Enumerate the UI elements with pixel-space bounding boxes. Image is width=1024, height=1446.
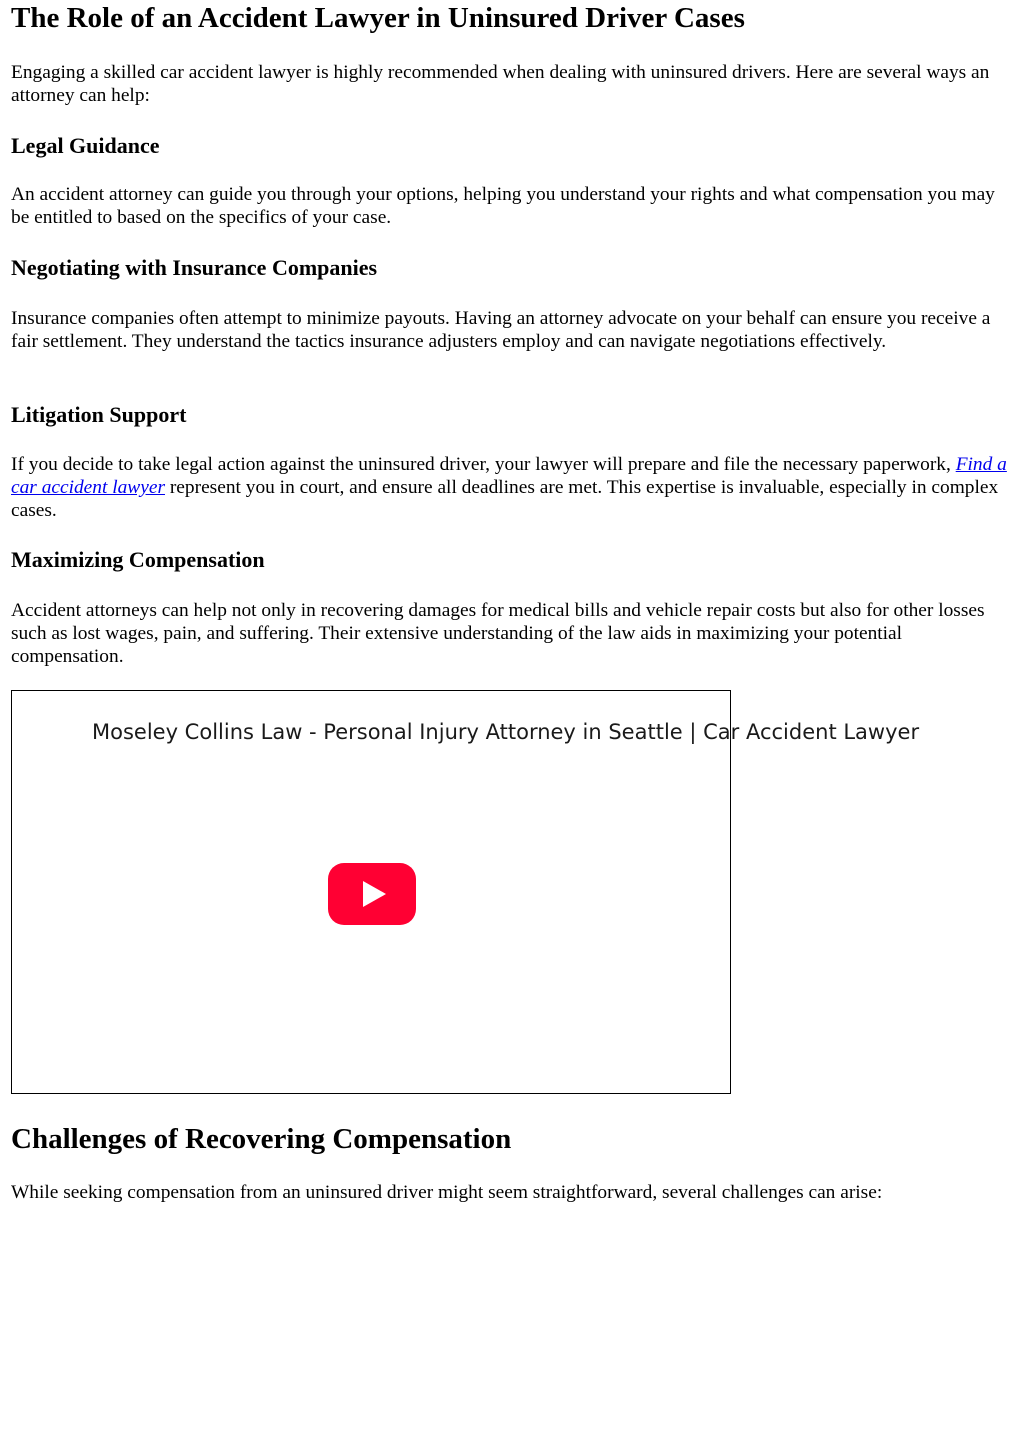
section-heading-litigation-support: Litigation Support xyxy=(11,402,187,427)
section-heading-legal-guidance: Legal Guidance xyxy=(11,133,160,158)
litigation-text-after-link: represent you in court, and ensure all deadlines are met. This expertise is invaluable, especially in complex cases. xyxy=(11,477,999,521)
embedded-video-player[interactable] xyxy=(11,690,920,1094)
challenges-heading: Challenges of Recovering Compensation xyxy=(11,1123,512,1155)
play-triangle-icon xyxy=(363,881,386,907)
section-body-maximizing-compensation: Accident attorneys can help not only in recovering damages for medical bills and vehicle repair costs but also for other losses such as lost wages, pain, and suffering. Their extensive understanding of the law aids in maximizing your potential compensation. xyxy=(11,600,985,667)
section-body-legal-guidance: An accident attorney can guide you through your options, helping you understand your rights and what compensation you may be entitled to based on the specifics of your case. xyxy=(11,184,995,228)
section-body-litigation-support xyxy=(11,453,1017,522)
find-car-accident-lawyer-link[interactable]: Find a car accident lawyer xyxy=(11,454,1007,498)
challenges-intro: While seeking compensation from an uninsured driver might seem straightforward, several challenges can arise: xyxy=(11,1182,883,1203)
video-title[interactable]: Moseley Collins Law - Personal Injury Attorney in Seattle | Car Accident Lawyer xyxy=(92,720,920,744)
section-body-negotiating: Insurance companies often attempt to minimize payouts. Having an attorney advocate on your behalf can ensure you receive a fair settlement. They understand the tactics insurance adjusters employ and can navigate negotiations effectively. xyxy=(11,308,991,352)
page-title: The Role of an Accident Lawyer in Uninsured Driver Cases xyxy=(11,2,745,34)
intro-paragraph: Engaging a skilled car accident lawyer is highly recommended when dealing with uninsured drivers. Here are several ways an attorney can help: xyxy=(11,62,990,106)
section-heading-negotiating: Negotiating with Insurance Companies xyxy=(11,255,378,280)
section-heading-maximizing-compensation: Maximizing Compensation xyxy=(11,547,265,572)
litigation-text-before-link: If you decide to take legal action against the uninsured driver, your lawyer will prepare and file the necessary paperwork, xyxy=(11,454,956,475)
youtube-play-icon[interactable] xyxy=(328,863,416,925)
